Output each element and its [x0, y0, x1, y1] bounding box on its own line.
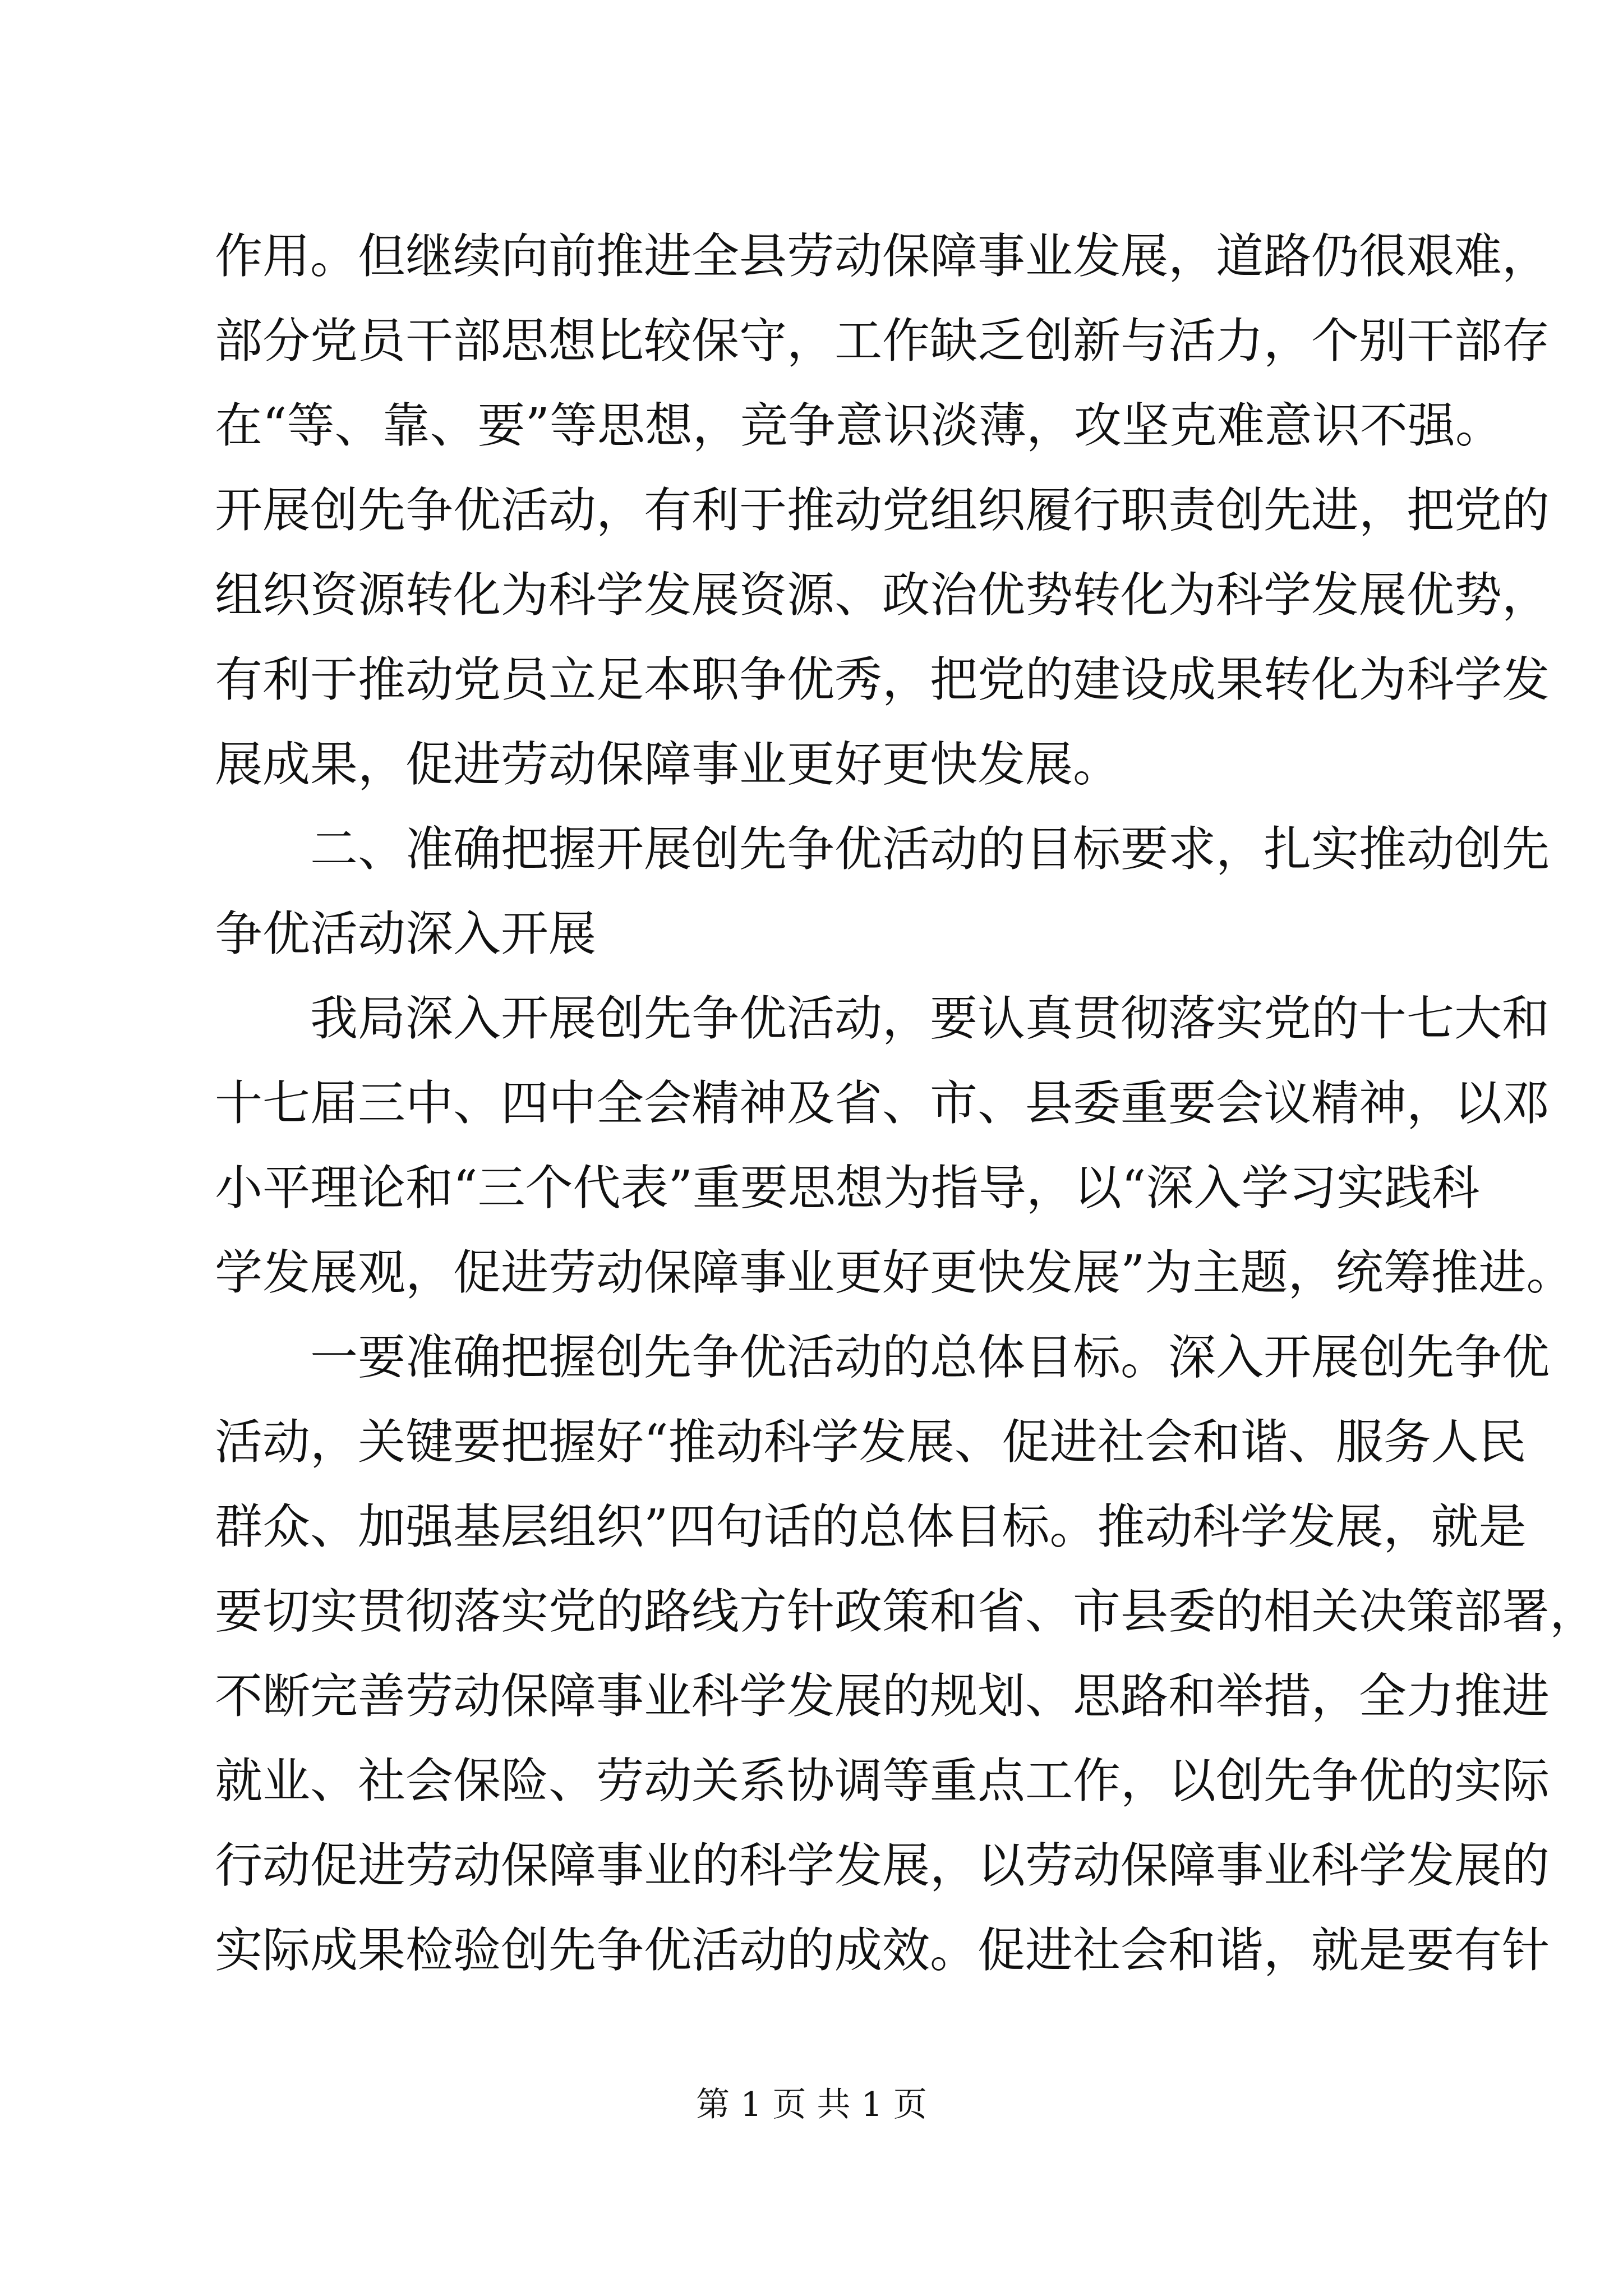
text-line: 我局深入开展创先争优活动，要认真贯彻落实党的十七大和 [310, 991, 1550, 1047]
text-line: 作用。但继续向前推进全县劳动保障事业发展，道路仍很艰难， [215, 229, 1550, 284]
text-line: 组织资源转化为科学发展资源、政治优势转化为科学发展优势， [215, 568, 1550, 623]
text-line: 展成果，促进劳动保障事业更好更快发展。 [215, 737, 1121, 793]
document-body [215, 214, 1598, 1993]
text-line: 争优活动深入开展 [215, 907, 597, 962]
text-line: 学发展观，促进劳动保障事业更好更快发展”为主题，统筹推进。 [215, 1245, 1574, 1301]
text-line: 二、准确把握开展创先争优活动的目标要求，扎实推动创先 [310, 822, 1550, 877]
text-line: 开展创先争优活动，有利于推动党组织履行职责创先进，把党的 [215, 483, 1550, 539]
text-line: 不断完善劳动保障事业科学发展的规划、思路和举措，全力推进 [215, 1669, 1550, 1724]
text-line: 实际成果检验创先争优活动的成效。促进社会和谐，就是要有针 [215, 1923, 1550, 1978]
text-line: 要切实贯彻落实党的路线方针政策和省、市县委的相关决策部署， [215, 1584, 1598, 1640]
text-line: 活动，关键要把握好“推动科学发展、促进社会和谐、服务人民 [215, 1415, 1527, 1470]
page-footer: 第 1 页 共 1 页 [696, 2085, 927, 2124]
text-line: 行动促进劳动保障事业的科学发展，以劳动保障事业科学发展的 [215, 1838, 1550, 1894]
text-line: 在“等、靠、要”等思想，竞争意识淡薄，攻坚克难意识不强。 [215, 398, 1503, 454]
text-line: 十七届三中、四中全会精神及省、市、县委重要会议精神，以邓 [215, 1076, 1550, 1131]
text-line: 小平理论和“三个代表”重要思想为指导，以“深入学习实践科 [215, 1161, 1480, 1216]
text-line: 部分党员干部思想比较保守，工作缺乏创新与活力，个别干部存 [215, 314, 1550, 369]
text-line: 一要准确把握创先争优活动的总体目标。深入开展创先争优 [310, 1330, 1550, 1386]
text-line: 就业、社会保险、劳动关系协调等重点工作，以创先争优的实际 [215, 1754, 1550, 1809]
text-line: 有利于推动党员立足本职争优秀，把党的建设成果转化为科学发 [215, 652, 1550, 708]
text-line: 群众、加强基层组织”四句话的总体目标。推动科学发展，就是 [215, 1499, 1527, 1555]
